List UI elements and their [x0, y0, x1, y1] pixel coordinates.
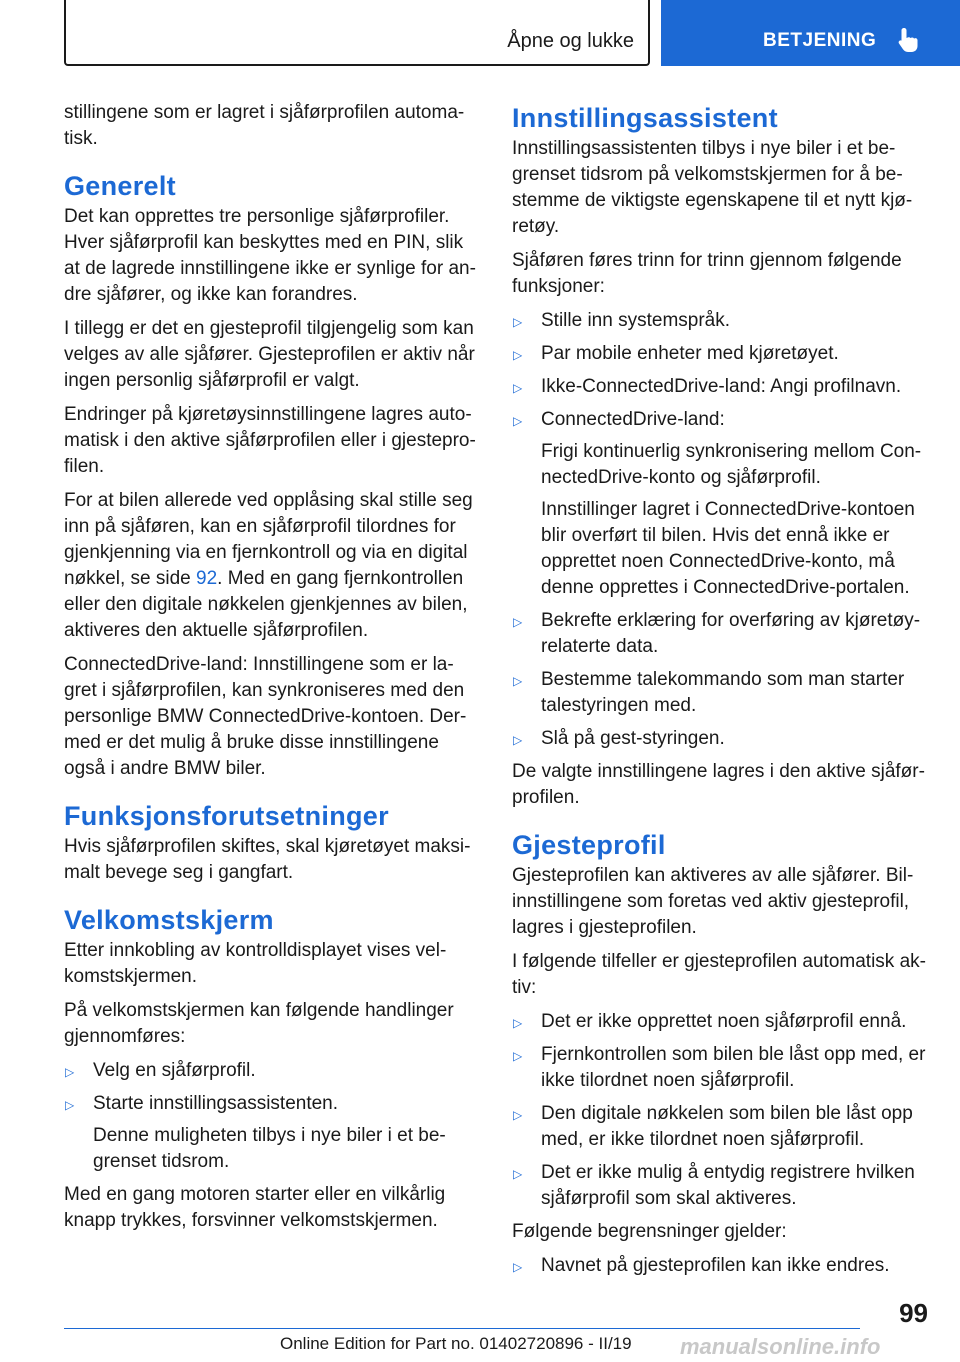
list-item — [512, 407, 926, 601]
left-column — [64, 100, 478, 1242]
list-item — [512, 1160, 926, 1212]
list-item-text: Bestemme talekommando som man starter talestyringen med. — [541, 669, 905, 716]
list-item-subtext: Frigi kontinuerlig synkronisering mellom Con-nectedDrive-konto og sjåførprofil. — [541, 441, 922, 488]
list-item-text: Navnet på gjesteprofilen kan ikke endres. — [541, 1255, 890, 1276]
triangle-bullet-icon: ▷ — [65, 1098, 75, 1112]
paragraph: Gjesteprofilen kan aktiveres av alle sjåfører. Bil-innstillingene som foretas ved aktiv gjesteprofil, lagres i gjesteprofilen. — [512, 865, 914, 938]
list-item-subtext: Innstillinger lagret i ConnectedDrive-kontoen blir overført til bilen. Hvis det ennå ikke er opprettet noen ConnectedDrive-konto, må denne opprettes i ConnectedDrive-portalen. — [541, 499, 915, 598]
paragraph-text: . Med en gang fjernkontrollen eller den digitale nøkkelen gjenkjennes av bilen, aktiveres den aktuelle sjåførprofilen. — [64, 568, 468, 641]
paragraph: Endringer på kjøretøysinnstillingene lagres auto-matisk i den aktive sjåførprofilen eller i gjestepro-filen. — [64, 404, 476, 477]
heading-velkomstskjerm: Velkomstskjerm — [64, 905, 274, 935]
list-item — [512, 374, 926, 400]
list-item-text: Det er ikke mulig å entydig registrere hvilken sjåførprofil som skal aktiveres. — [541, 1162, 915, 1209]
list-item — [512, 341, 926, 367]
paragraph: Hvis sjåførprofilen skiftes, skal kjøretøyet maksi-malt bevege seg i gangfart. — [64, 836, 471, 883]
list-item — [64, 1058, 478, 1084]
heading-generelt: Generelt — [64, 171, 176, 201]
paragraph: Sjåføren føres trinn for trinn gjennom følgende funksjoner: — [512, 250, 902, 297]
hand-pointer-icon — [896, 26, 922, 54]
triangle-bullet-icon: ▷ — [513, 414, 523, 428]
triangle-bullet-icon: ▷ — [513, 674, 523, 688]
triangle-bullet-icon: ▷ — [513, 1167, 523, 1181]
list-item — [512, 1253, 926, 1279]
list-item-text: Starte innstillingsassistenten. — [93, 1093, 339, 1114]
list-item-text: Par mobile enheter med kjøretøyet. — [541, 343, 839, 364]
paragraph: Innstillingsassistenten tilbys i nye biler i et be-grenset tidsrom på velkomstskjermen for å be-stemme de viktigste egenskapene til et nytt kjø-retøy. — [512, 138, 913, 237]
heading-innstillingsassistent: Innstillingsassistent — [512, 103, 778, 133]
triangle-bullet-icon: ▷ — [513, 381, 523, 395]
list-item-text: Ikke-ConnectedDrive-land: Angi profilnavn. — [541, 376, 902, 397]
triangle-bullet-icon: ▷ — [513, 1049, 523, 1063]
bullet-list — [512, 1009, 926, 1212]
section-label: BETJENING — [763, 30, 877, 51]
triangle-bullet-icon: ▷ — [513, 733, 523, 747]
chapter-title: Åpne og lukke — [507, 30, 634, 52]
triangle-bullet-icon: ▷ — [513, 315, 523, 329]
list-item — [512, 1009, 926, 1035]
paragraph: På velkomstskjermen kan følgende handlinger gjennomføres: — [64, 1000, 454, 1047]
bullet-list — [512, 308, 926, 752]
list-item — [512, 1101, 926, 1153]
triangle-bullet-icon: ▷ — [513, 1260, 523, 1274]
list-item — [512, 1042, 926, 1094]
paragraph: Følgende begrensninger gjelder: — [512, 1221, 787, 1242]
list-item — [64, 1091, 478, 1175]
list-item-text: Det er ikke opprettet noen sjåførprofil ennå. — [541, 1011, 907, 1032]
triangle-bullet-icon: ▷ — [513, 1016, 523, 1030]
paragraph — [64, 488, 478, 644]
triangle-bullet-icon: ▷ — [513, 1108, 523, 1122]
paragraph: De valgte innstillingene lagres i den aktive sjåfør-profilen. — [512, 761, 925, 808]
list-item-text: Slå på gest-styringen. — [541, 728, 725, 749]
intro-text: stillingene som er lagret i sjåførprofilen automa-tisk. — [64, 102, 465, 149]
paragraph: I følgende tilfeller er gjesteprofilen automatisk ak-tiv: — [512, 951, 926, 998]
list-item-text: ConnectedDrive-land: — [541, 409, 725, 430]
paragraph-text: For at bilen allerede ved opplåsing skal stille seg inn på sjåføren, kan en sjåførprofil tilordnes for gjenkjenning via en fjernkontroll og via en digital nøkkel, se side — [64, 490, 473, 589]
bullet-list — [512, 1253, 926, 1279]
list-item-text: Bekrefte erklæring for overføring av kjøretøy-relaterte data. — [541, 610, 921, 657]
paragraph: I tillegg er det en gjesteprofil tilgjengelig som kan velges av alle sjåfører. Gjesteprofilen er aktiv når ingen personlig sjåførprofil er valgt. — [64, 318, 475, 391]
list-item — [512, 726, 926, 752]
list-item-text: Den digitale nøkkelen som bilen ble låst opp med, er ikke tilordnet noen sjåførprofil. — [541, 1103, 913, 1150]
paragraph: Etter innkobling av kontrolldisplayet vises vel-komstskjermen. — [64, 940, 447, 987]
paragraph: ConnectedDrive-land: Innstillingene som er la-gret i sjåførprofilen, kan synkroniseres med den personlige BMW ConnectedDrive-kontoen. Der-med er det mulig å bruke disse innstillingene også i andre BMW biler. — [64, 654, 467, 779]
triangle-bullet-icon: ▷ — [513, 348, 523, 362]
footer-divider — [64, 1328, 860, 1329]
list-item — [512, 608, 926, 660]
header-section-tab — [661, 0, 960, 66]
paragraph: Med en gang motoren starter eller en vilkårlig knapp trykkes, forsvinner velkomstskjermen. — [64, 1184, 446, 1231]
heading-gjesteprofil: Gjesteprofil — [512, 830, 666, 860]
triangle-bullet-icon: ▷ — [65, 1065, 75, 1079]
header-chapter-box — [64, 0, 650, 66]
watermark: manualsonline.info — [680, 1334, 881, 1359]
list-item-text: Velg en sjåførprofil. — [93, 1060, 256, 1081]
list-item-text: Stille inn systemspråk. — [541, 310, 731, 331]
list-item — [512, 667, 926, 719]
page-number: 99 — [899, 1298, 928, 1328]
list-item-text: Fjernkontrollen som bilen ble låst opp med, er ikke tilordnet noen sjåførprofil. — [541, 1044, 926, 1091]
list-item — [512, 308, 926, 334]
paragraph: Det kan opprettes tre personlige sjåførprofiler. Hver sjåførprofil kan beskyttes med en PIN, slik at de lagrede innstillingene ikke er synlige for an-dre sjåfører, og ikke kan forandres. — [64, 206, 476, 305]
heading-funksjonsforutsetninger: Funksjonsforutsetninger — [64, 801, 389, 831]
edition-text: Online Edition for Part no. 01402720896 - II/19 — [280, 1334, 632, 1353]
triangle-bullet-icon: ▷ — [513, 615, 523, 629]
list-item-subtext: Denne muligheten tilbys i nye biler i et be-grenset tidsrom. — [93, 1125, 446, 1172]
right-column — [512, 100, 926, 1286]
bullet-list — [64, 1058, 478, 1175]
page-reference-link[interactable]: 92 — [196, 568, 218, 589]
